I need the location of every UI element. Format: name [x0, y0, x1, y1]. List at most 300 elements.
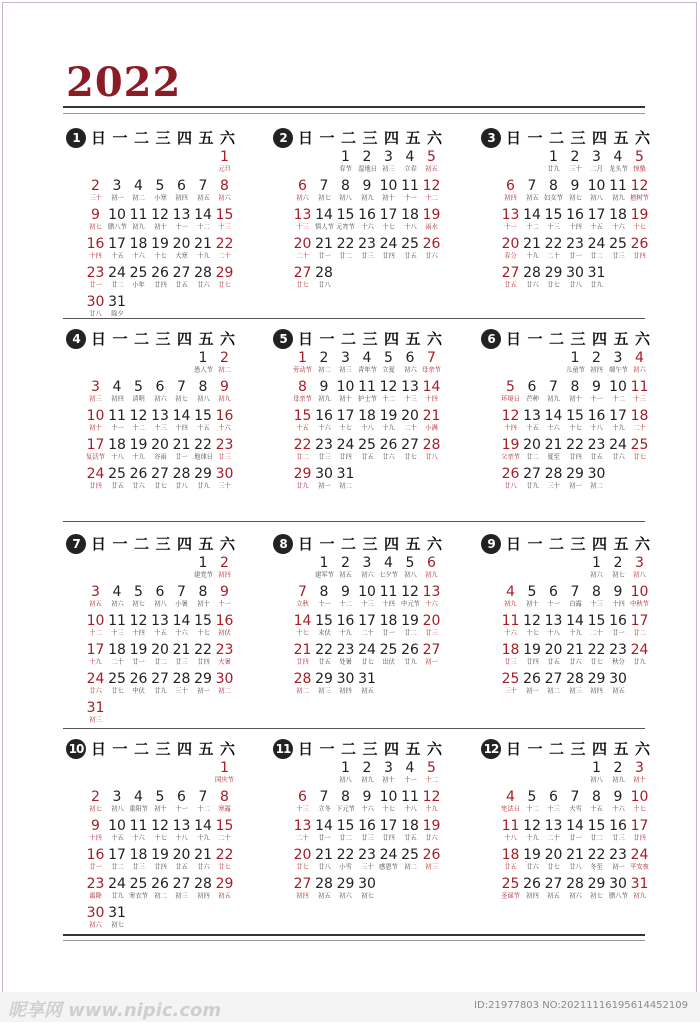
lunar-note: 初四: [218, 571, 231, 579]
lunar-note: 初十: [382, 194, 395, 202]
day-number: 18: [129, 847, 148, 863]
day-number: 16: [609, 613, 627, 629]
day-number: 22: [566, 437, 584, 453]
day-number: 10: [609, 379, 627, 395]
lunar-note: 十七: [382, 805, 395, 813]
day-number: 2: [570, 149, 580, 165]
day-cell: [586, 179, 607, 207]
lunar-note: 廿二: [633, 629, 646, 637]
day-number: 5: [384, 350, 393, 366]
lunar-note: 初六: [568, 892, 582, 900]
day-number: 29: [336, 876, 355, 892]
lunar-note: 初十: [153, 223, 167, 231]
day-cell: [608, 179, 629, 207]
lunar-note: 中伏: [132, 687, 145, 695]
weekday-header: 五: [613, 330, 629, 348]
day-number: 11: [401, 178, 419, 194]
lunar-note: 十三: [547, 805, 560, 813]
weekday-header: 日: [505, 330, 521, 348]
lunar-note: 建军节: [314, 571, 334, 579]
day-number: 24: [630, 847, 649, 863]
day-cell: [128, 179, 149, 207]
day-number: 28: [566, 671, 584, 687]
lunar-note: 中秋节: [630, 600, 649, 608]
lunar-note: 初七: [590, 892, 603, 900]
lunar-note: 二十: [633, 424, 646, 432]
day-number: 18: [501, 847, 520, 863]
day-number: 8: [592, 789, 601, 805]
day-number: 22: [587, 847, 606, 863]
day-cell: [107, 819, 128, 847]
day-cell: [400, 351, 421, 379]
day-number: 8: [549, 178, 558, 194]
day-cell: [107, 643, 128, 671]
lunar-note: 十一: [110, 424, 124, 432]
day-number: 7: [177, 584, 186, 600]
day-number: 15: [336, 207, 355, 223]
day-cell: [421, 790, 442, 818]
day-number: 3: [91, 379, 100, 395]
day-number: 24: [358, 642, 376, 658]
day-cell: [171, 819, 192, 847]
day-number: 3: [362, 555, 372, 571]
lunar-note: 廿五: [504, 281, 517, 289]
day-number: 16: [215, 408, 234, 424]
day-number: 9: [613, 789, 623, 805]
day-number: 4: [384, 555, 393, 571]
day-cell: [608, 208, 629, 236]
day-cell: [214, 409, 235, 437]
lunar-note: 谷雨: [153, 453, 167, 461]
lunar-note: 十八: [547, 629, 560, 637]
day-number: 6: [298, 789, 307, 805]
day-cell: [357, 819, 378, 847]
day-number: 12: [422, 178, 441, 194]
lunar-note: 廿四: [153, 281, 167, 289]
day-cell: [85, 380, 106, 408]
day-number: 26: [523, 876, 541, 892]
day-cell: [150, 614, 171, 642]
lunar-note: 廿一: [611, 629, 625, 637]
day-number: 25: [630, 437, 649, 453]
lunar-note: 十二: [425, 194, 438, 202]
day-cell: [193, 643, 214, 671]
day-number: 13: [501, 207, 520, 223]
day-cell: [214, 179, 235, 207]
lunar-note: 十二: [611, 395, 625, 403]
day-cell: [107, 672, 128, 700]
lunar-note: 初八: [339, 194, 352, 202]
lunar-note: 小暑: [175, 600, 188, 608]
lunar-note: 春分: [504, 252, 517, 260]
lunar-note: 中元节: [400, 600, 420, 608]
day-cell: [357, 351, 378, 379]
day-number: 3: [112, 789, 122, 805]
day-cell: [400, 643, 421, 671]
day-cell: [128, 409, 149, 437]
day-number: 11: [609, 178, 627, 194]
day-cell: [214, 643, 235, 671]
lunar-note: 廿六: [425, 252, 438, 260]
day-cell: [629, 438, 650, 466]
day-number: 22: [215, 236, 234, 252]
day-number: 12: [129, 408, 148, 424]
lunar-note: 感恩节: [379, 863, 398, 871]
day-cell: [522, 438, 543, 466]
lunar-note: 十七: [382, 223, 395, 231]
day-cell: [85, 848, 106, 876]
lunar-note: 初六: [218, 194, 231, 202]
day-cell: [586, 208, 607, 236]
lunar-note: 二十: [218, 252, 231, 260]
day-number: 26: [630, 236, 649, 252]
day-cell: [335, 380, 356, 408]
lunar-note: 廿八: [568, 863, 582, 871]
day-cell: [357, 614, 378, 642]
day-number: 5: [506, 379, 515, 395]
day-cell: [421, 643, 442, 671]
day-number: 1: [319, 555, 329, 571]
day-cell: [292, 819, 313, 847]
day-number: 9: [91, 818, 100, 834]
lunar-note: 初七: [89, 805, 102, 813]
day-number: 11: [401, 789, 419, 805]
day-cell: [107, 877, 128, 905]
lunar-note: 十三: [547, 223, 560, 231]
lunar-note: 廿四: [339, 453, 352, 461]
lunar-note: 处暑: [339, 658, 352, 666]
lunar-note: 廿三: [360, 834, 374, 842]
lunar-note: 十九: [196, 834, 210, 842]
lunar-note: 初七: [89, 223, 102, 231]
day-cell: [522, 266, 543, 294]
weekday-header: 四: [176, 330, 192, 348]
day-number: 13: [544, 818, 563, 834]
day-number: 6: [298, 178, 307, 194]
day-cell: [629, 179, 650, 207]
day-number: 7: [177, 379, 186, 395]
weekday-header: 四: [176, 535, 192, 553]
lunar-note: 廿八: [504, 482, 517, 490]
day-number: 31: [630, 876, 649, 892]
day-number: 16: [358, 818, 376, 834]
day-cell: [586, 848, 607, 876]
lunar-note: 三十: [175, 687, 188, 695]
day-number: 26: [151, 265, 169, 281]
day-number: 15: [194, 613, 212, 629]
lunar-note: 二十: [296, 252, 309, 260]
lunar-note: 初三: [339, 366, 352, 374]
weekday-header: 五: [405, 330, 421, 348]
day-cell: [292, 380, 313, 408]
day-number: 5: [527, 789, 537, 805]
day-cell: [629, 150, 650, 178]
day-number: 6: [155, 584, 165, 600]
lunar-note: 小满: [425, 424, 438, 432]
lunar-note: 十四: [132, 629, 145, 637]
day-number: 26: [523, 671, 541, 687]
lunar-note: 十二: [425, 776, 438, 784]
day-number: 2: [341, 555, 350, 571]
weekday-header: 一: [112, 129, 128, 147]
day-number: 11: [501, 818, 520, 834]
day-number: 27: [401, 437, 419, 453]
day-number: 23: [315, 437, 333, 453]
weekday-header: 五: [198, 535, 214, 553]
lunar-note: 廿八: [175, 482, 188, 490]
day-cell: [565, 380, 586, 408]
weekday-header: 一: [527, 129, 543, 147]
day-number: 16: [215, 613, 234, 629]
lunar-note: 小雪: [339, 863, 352, 871]
day-cell: [107, 380, 128, 408]
day-number: 28: [194, 876, 212, 892]
weekday-header: 五: [613, 740, 629, 758]
day-cell: [608, 150, 629, 178]
day-cell: [378, 585, 399, 613]
day-cell: [335, 208, 356, 236]
day-number: 18: [358, 408, 376, 424]
lunar-note: 初四: [175, 194, 188, 202]
lunar-note: 初五: [360, 687, 374, 695]
lunar-note: 十一: [403, 776, 417, 784]
day-cell: [292, 179, 313, 207]
day-number: 3: [341, 350, 350, 366]
lunar-note: 廿一: [89, 281, 102, 289]
day-cell: [608, 409, 629, 437]
day-cell: [565, 643, 586, 671]
lunar-note: 十七: [633, 223, 646, 231]
day-number: 20: [544, 642, 563, 658]
month-number-badge: 8: [273, 534, 293, 554]
lunar-note: 廿四: [382, 834, 395, 842]
day-cell: [107, 467, 128, 495]
day-number: 18: [609, 207, 627, 223]
day-cell: [335, 585, 356, 613]
lunar-note: 廿五: [110, 482, 124, 490]
lunar-note: 廿五: [547, 658, 560, 666]
day-number: 11: [129, 818, 148, 834]
lunar-note: 三十: [504, 687, 517, 695]
lunar-note: 湿地日: [357, 165, 377, 173]
day-number: 26: [129, 671, 148, 687]
day-cell: [565, 819, 586, 847]
lunar-note: 十八: [360, 424, 374, 432]
month-7: [66, 532, 261, 732]
day-number: 4: [362, 350, 372, 366]
day-cell: [193, 877, 214, 905]
day-cell: [378, 790, 399, 818]
day-cell: [543, 380, 564, 408]
lunar-note: 初九: [425, 571, 438, 579]
day-number: 5: [635, 149, 644, 165]
lunar-note: 廿七: [296, 863, 309, 871]
lunar-note: 初一: [110, 194, 124, 202]
day-number: 26: [422, 236, 441, 252]
lunar-note: 十三: [153, 424, 167, 432]
day-cell: [128, 266, 149, 294]
lunar-note: 廿六: [525, 281, 539, 289]
day-number: 15: [215, 818, 234, 834]
lunar-note: 二十: [218, 834, 231, 842]
lunar-note: 廿三: [175, 658, 188, 666]
lunar-note: 十一: [175, 805, 188, 813]
day-number: 15: [336, 818, 355, 834]
day-cell: [608, 877, 629, 905]
day-cell: [314, 614, 335, 642]
lunar-note: 廿九: [403, 658, 417, 666]
month-number-badge: 11: [273, 739, 293, 759]
day-number: 19: [379, 408, 398, 424]
day-number: 2: [91, 178, 100, 194]
day-number: 27: [501, 265, 520, 281]
day-cell: [107, 179, 128, 207]
day-number: 2: [592, 350, 601, 366]
day-cell: [150, 672, 171, 700]
day-number: 21: [544, 437, 563, 453]
lunar-note: 廿一: [568, 834, 582, 842]
year-title: 2022: [66, 59, 182, 106]
day-cell: [500, 614, 521, 642]
lunar-note: 母亲节: [422, 366, 441, 374]
day-cell: [107, 585, 128, 613]
day-cell: [586, 556, 607, 584]
day-number: 30: [609, 671, 627, 687]
day-cell: [335, 237, 356, 265]
day-number: 28: [422, 437, 441, 453]
lunar-note: 十二: [89, 629, 102, 637]
day-number: 10: [336, 379, 355, 395]
day-cell: [150, 877, 171, 905]
lunar-note: 冬至: [590, 863, 603, 871]
day-cell: [292, 790, 313, 818]
day-number: 12: [630, 178, 649, 194]
lunar-note: 初九: [218, 395, 231, 403]
day-cell: [150, 790, 171, 818]
day-number: 31: [358, 671, 376, 687]
lunar-note: 三十: [218, 482, 231, 490]
day-cell: [314, 556, 335, 584]
month-number-badge: 4: [66, 329, 86, 349]
day-number: 7: [319, 789, 329, 805]
lunar-note: 大暑: [218, 658, 231, 666]
day-cell: [543, 614, 564, 642]
month-number-badge: 10: [66, 739, 86, 759]
month-11: [273, 737, 468, 937]
day-cell: [128, 790, 149, 818]
lunar-note: 十六: [611, 805, 625, 813]
lunar-note: 廿九: [590, 281, 603, 289]
lunar-note: 十五: [110, 252, 124, 260]
day-cell: [107, 237, 128, 265]
lunar-note: 廿八: [317, 281, 331, 289]
day-cell: [292, 266, 313, 294]
day-cell: [171, 179, 192, 207]
weekday-header: 日: [505, 535, 521, 553]
watermark-id: ID:21977803 NO:20211116195614452109: [474, 1000, 688, 1011]
lunar-note: 十一: [547, 600, 560, 608]
month-9: [481, 532, 676, 732]
weekday-header: 六: [634, 129, 650, 147]
day-number: 2: [362, 149, 372, 165]
day-number: 22: [194, 437, 212, 453]
lunar-note: 廿二: [153, 658, 167, 666]
lunar-note: 初七: [132, 600, 145, 608]
day-number: 31: [108, 905, 126, 921]
day-number: 28: [172, 671, 191, 687]
lunar-note: 十九: [525, 834, 539, 842]
lunar-note: 愚人节: [193, 366, 213, 374]
lunar-note: 廿八: [317, 863, 331, 871]
day-cell: [214, 467, 235, 495]
day-cell: [608, 672, 629, 700]
lunar-note: 初七: [317, 194, 331, 202]
day-number: 27: [523, 466, 541, 482]
day-cell: [214, 614, 235, 642]
day-number: 26: [129, 466, 148, 482]
day-number: 25: [129, 265, 148, 281]
weekday-header: 二: [340, 535, 356, 553]
day-number: 3: [384, 149, 393, 165]
lunar-note: 十五: [590, 805, 603, 813]
month-number-badge: 7: [66, 534, 86, 554]
day-cell: [150, 179, 171, 207]
lunar-note: 三十: [547, 482, 560, 490]
lunar-note: 寒衣节: [129, 892, 148, 900]
lunar-note: 十三: [296, 805, 309, 813]
lunar-note: 廿二: [525, 453, 539, 461]
day-cell: [608, 438, 629, 466]
lunar-note: 廿三: [218, 453, 231, 461]
lunar-note: 十二: [339, 600, 352, 608]
lunar-note: 下元节: [336, 805, 355, 813]
day-cell: [128, 672, 149, 700]
lunar-note: 廿三: [360, 252, 374, 260]
weekday-header: 二: [548, 535, 564, 553]
lunar-note: 初九: [504, 600, 517, 608]
lunar-note: 三十: [360, 863, 374, 871]
day-cell: [400, 179, 421, 207]
day-cell: [378, 208, 399, 236]
weekday-header: 六: [219, 535, 235, 553]
weekday-header: 三: [362, 740, 378, 758]
day-cell: [314, 790, 335, 818]
day-cell: [522, 819, 543, 847]
lunar-note: 寒露: [218, 805, 231, 813]
day-number: 24: [609, 437, 627, 453]
day-cell: [400, 614, 421, 642]
day-cell: [629, 409, 650, 437]
day-number: 24: [587, 236, 606, 252]
day-cell: [400, 150, 421, 178]
day-cell: [543, 150, 564, 178]
day-cell: [565, 848, 586, 876]
day-number: 8: [220, 789, 229, 805]
day-cell: [214, 585, 235, 613]
day-number: 3: [635, 760, 644, 776]
day-cell: [214, 790, 235, 818]
day-number: 30: [86, 294, 105, 310]
weekday-header: 四: [383, 740, 399, 758]
lunar-note: 廿七: [590, 658, 603, 666]
lunar-note: 初四: [296, 892, 309, 900]
lunar-note: 初二: [547, 687, 560, 695]
lunar-note: 廿二: [339, 252, 352, 260]
day-cell: [128, 438, 149, 466]
lunar-note: 十四: [175, 424, 188, 432]
day-cell: [378, 237, 399, 265]
lunar-note: 初十: [525, 600, 539, 608]
